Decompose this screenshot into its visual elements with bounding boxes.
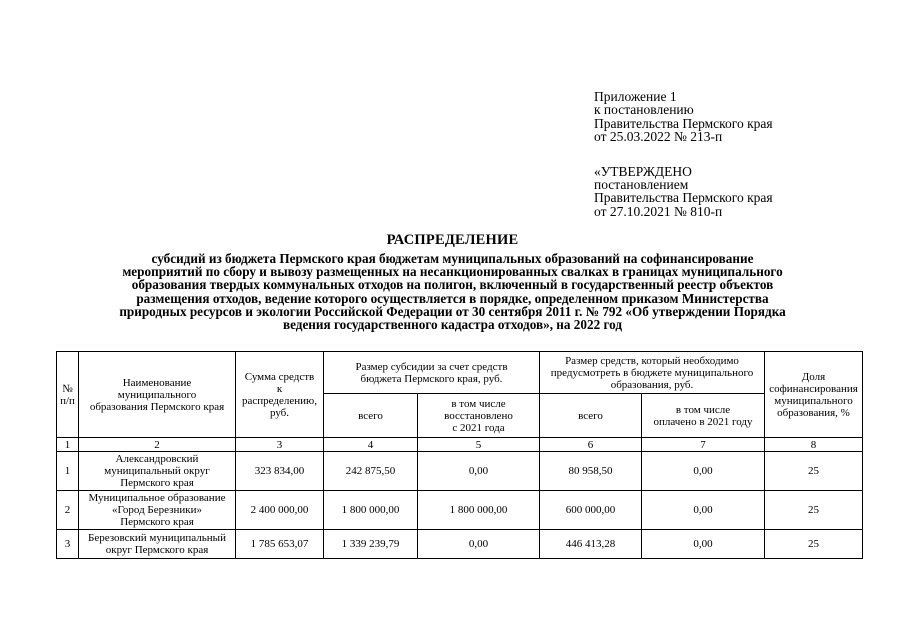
row-local-paid: 0,00 (642, 530, 765, 559)
header-local-total: всего (540, 394, 642, 438)
column-number: 5 (418, 438, 540, 452)
column-number-row (57, 438, 863, 452)
row-num: 2 (57, 491, 79, 530)
row-sum: 2 400 000,00 (236, 491, 324, 530)
row-subsidy-restored: 0,00 (418, 452, 540, 491)
distribution-table (56, 351, 863, 559)
header-subsidy-restored: в том числе восстановлено с 2021 года (418, 394, 540, 438)
appendix-line: Приложение 1 (594, 89, 677, 104)
approved-line: постановлением (594, 177, 689, 193)
header-share: Доля софинансирования муниципального образования, % (765, 352, 863, 438)
header-name: Наименование муниципального образования Пермского края (79, 352, 236, 438)
approved-line: «УТВЕРЖДЕНО (594, 163, 692, 179)
row-share: 25 (765, 452, 863, 491)
column-number: 6 (540, 438, 642, 452)
row-subsidy-restored: 1 800 000,00 (418, 491, 540, 530)
row-sum: 323 834,00 (236, 452, 324, 491)
column-number: 4 (324, 438, 418, 452)
row-num: 1 (57, 452, 79, 491)
header-num: № п/п (57, 352, 79, 438)
appendix-line: Правительства Пермского края (594, 115, 773, 131)
table-row (57, 530, 863, 559)
subtitle-line: мероприятий по сбору и вывозу размещенных на несанкционированных свалках в границах муниципального (122, 264, 783, 280)
subtitle-line: образования твердых коммунальных отходов на полигон, включенный в государственный реестр объектов (131, 277, 774, 293)
table-row (57, 452, 863, 491)
row-local-total: 80 958,50 (540, 452, 642, 491)
approved-line: Правительства Пермского края (594, 190, 773, 206)
subtitle-line: ведения государственного кадастра отходов», на 2022 год (282, 317, 623, 333)
row-local-paid: 0,00 (642, 452, 765, 491)
header-local-paid: в том числе оплачено в 2021 году (642, 394, 765, 438)
row-num: 3 (57, 530, 79, 559)
header-subsidy-group: Размер субсидии за счет средств бюджета Пермского края, руб. (324, 352, 540, 394)
appendix-block (594, 90, 894, 218)
appendix-line: к постановлению (594, 102, 694, 118)
row-subsidy-total: 242 875,50 (324, 452, 418, 491)
row-name: Березовский муниципальный округ Пермского края (79, 530, 236, 559)
column-number: 3 (236, 438, 324, 452)
subtitle-line: природных ресурсов и экологии Российской Федерации от 30 сентября 2011 г. № 792 «Об утверждении Порядка (119, 303, 786, 319)
header-subsidy-total: всего (324, 394, 418, 438)
column-number: 8 (765, 438, 863, 452)
table-row (57, 491, 863, 530)
row-share: 25 (765, 491, 863, 530)
row-name: Александровский муниципальный округ Пермского края (79, 452, 236, 491)
subtitle-line: субсидий из бюджета Пермского края бюджетам муниципальных образований на софинансирование (151, 251, 754, 266)
row-share: 25 (765, 530, 863, 559)
row-subsidy-total: 1 339 239,79 (324, 530, 418, 559)
header-sum: Сумма средств к распределению, руб. (236, 352, 324, 438)
column-number: 7 (642, 438, 765, 452)
row-local-paid: 0,00 (642, 491, 765, 530)
column-number: 2 (79, 438, 236, 452)
document-subtitle (40, 252, 865, 331)
header-local-group: Размер средств, который необходимо предусмотреть в бюджете муниципального образования, руб. (540, 352, 765, 394)
column-number: 1 (57, 438, 79, 452)
row-local-total: 600 000,00 (540, 491, 642, 530)
row-sum: 1 785 653,07 (236, 530, 324, 559)
row-local-total: 446 413,28 (540, 530, 642, 559)
row-name: Муниципальное образование «Город Березники» Пермского края (79, 491, 236, 530)
subtitle-line: размещения отходов, ведение которого осуществляется в порядке, определенном приказом Министерства (136, 290, 769, 306)
row-subsidy-restored: 0,00 (418, 530, 540, 559)
row-subsidy-total: 1 800 000,00 (324, 491, 418, 530)
approved-line: от 27.10.2021 № 810-п (594, 203, 723, 219)
document-title: РАСПРЕДЕЛЕНИЕ (386, 232, 519, 248)
appendix-line: от 25.03.2022 № 213-п (594, 129, 723, 145)
